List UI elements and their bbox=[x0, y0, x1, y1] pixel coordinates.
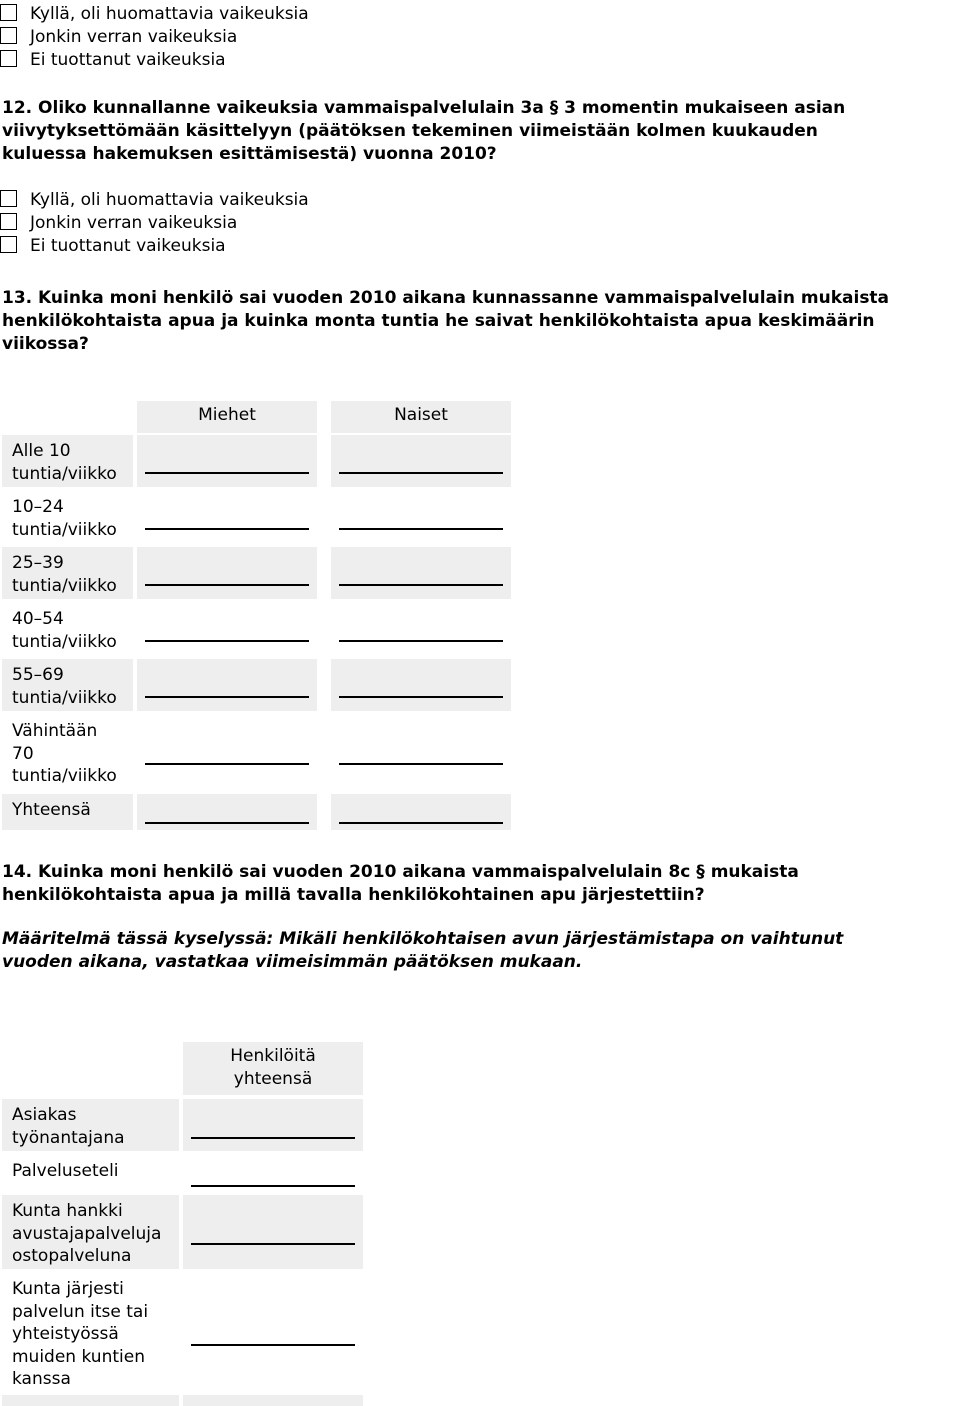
row-label-10-24 bbox=[2, 491, 133, 543]
input-cell-miehet[interactable] bbox=[137, 547, 317, 599]
row-label-next bbox=[2, 1395, 179, 1406]
option-label: Jonkin verran vaikeuksia bbox=[30, 27, 238, 47]
row-label-vahintaan-70 bbox=[2, 715, 133, 790]
row-label-text: Alle 10 bbox=[12, 441, 71, 461]
row-label-text: 55–69 bbox=[12, 665, 64, 685]
header-henkiloita-yhteensa bbox=[183, 1042, 363, 1095]
option-label: Ei tuottanut vaikeuksia bbox=[30, 236, 226, 256]
answer-line[interactable] bbox=[339, 528, 503, 530]
answer-line bbox=[145, 472, 309, 474]
answer-line[interactable] bbox=[191, 1344, 355, 1346]
row-label-text: yhteistyössä bbox=[12, 1324, 119, 1344]
option-label: Kyllä, oli huomattavia vaikeuksia bbox=[30, 4, 309, 24]
input-cell[interactable] bbox=[183, 1099, 363, 1151]
row-label-text: tuntia/viikko bbox=[12, 687, 117, 708]
input-cell-naiset[interactable] bbox=[331, 435, 511, 487]
row-label-palveluseteli bbox=[2, 1155, 179, 1191]
row-label-text: muiden kuntien bbox=[12, 1346, 145, 1367]
answer-line[interactable] bbox=[339, 763, 503, 765]
answer-line[interactable] bbox=[145, 640, 309, 642]
q12-option-2 bbox=[0, 212, 237, 235]
checkbox[interactable] bbox=[0, 27, 17, 44]
answer-line[interactable] bbox=[339, 640, 503, 642]
input-cell[interactable] bbox=[183, 1395, 363, 1406]
row-label-kunta-jarjesti bbox=[2, 1273, 179, 1391]
header-naiset: Naiset bbox=[331, 401, 511, 433]
answer-line bbox=[145, 696, 309, 698]
q11-option-3 bbox=[0, 49, 226, 72]
row-label-text: Vähintään bbox=[12, 721, 98, 741]
input-cell[interactable] bbox=[183, 1195, 363, 1269]
row-label-25-39 bbox=[2, 547, 133, 599]
header-miehet: Miehet bbox=[137, 401, 317, 433]
q12-option-3 bbox=[0, 235, 226, 258]
row-label-text: tuntia/viikko bbox=[12, 463, 117, 484]
row-label-yhteensa bbox=[2, 794, 133, 830]
q11-option-2 bbox=[0, 26, 237, 49]
row-label-text: palvelun itse tai bbox=[12, 1301, 149, 1322]
q12-option-1 bbox=[0, 189, 309, 212]
row-label-alle-10 bbox=[2, 435, 133, 487]
input-cell-naiset[interactable] bbox=[331, 794, 511, 830]
input-cell-miehet[interactable] bbox=[137, 794, 317, 830]
row-label-kunta-hankki bbox=[2, 1195, 179, 1269]
row-label-text: Yhteensä bbox=[12, 800, 91, 820]
header-text: yhteensä bbox=[233, 1069, 313, 1089]
row-label-text: kanssa bbox=[12, 1369, 71, 1389]
answer-line[interactable] bbox=[145, 528, 309, 530]
q12-line-1: 12. Oliko kunnallanne vaikeuksia vammaispalvelulain 3a § 3 momentin mukaiseen asian bbox=[2, 98, 846, 118]
row-label-text: 40–54 bbox=[12, 609, 64, 629]
q14-line-1: 14. Kuinka moni henkilö sai vuoden 2010 aikana vammaispalvelulain 8c § mukaista bbox=[2, 862, 799, 882]
row-label-text: 70 bbox=[12, 743, 34, 764]
checkbox[interactable] bbox=[0, 213, 17, 230]
checkbox[interactable] bbox=[0, 190, 17, 207]
answer-line bbox=[145, 584, 309, 586]
row-label-text: 25–39 bbox=[12, 553, 64, 573]
answer-line[interactable] bbox=[145, 763, 309, 765]
row-label-text: ostopalveluna bbox=[12, 1246, 132, 1266]
answer-line bbox=[339, 696, 503, 698]
row-label-text: Palveluseteli bbox=[12, 1161, 119, 1181]
input-cell-naiset[interactable] bbox=[331, 659, 511, 711]
input-cell-naiset[interactable] bbox=[331, 547, 511, 599]
row-label-text: avustajapalveluja bbox=[12, 1223, 162, 1244]
q13-line-2: henkilökohtaista apua ja kuinka monta tuntia he saivat henkilökohtaista apua keskimäärin bbox=[2, 311, 875, 331]
checkbox[interactable] bbox=[0, 50, 17, 67]
q13-line-3: viikossa? bbox=[2, 334, 89, 354]
row-label-text: tuntia/viikko bbox=[12, 631, 117, 652]
option-label: Ei tuottanut vaikeuksia bbox=[30, 50, 226, 70]
answer-line bbox=[191, 1243, 355, 1245]
row-label-text: Asiakas bbox=[12, 1105, 77, 1125]
q14-line-2: henkilökohtaista apua ja millä tavalla henkilökohtainen apu järjestettiin? bbox=[2, 885, 705, 905]
q12-line-3: kuluessa hakemuksen esittämisestä) vuonna 2010? bbox=[2, 144, 497, 164]
row-label-text: tuntia/viikko bbox=[12, 766, 117, 786]
answer-line bbox=[191, 1137, 355, 1139]
q11-option-1 bbox=[0, 3, 309, 26]
row-label-text: Kunta järjesti bbox=[12, 1279, 124, 1299]
row-label-text: työnantajana bbox=[12, 1127, 125, 1148]
row-label-55-69 bbox=[2, 659, 133, 711]
input-cell-miehet[interactable] bbox=[137, 435, 317, 487]
row-label-text: tuntia/viikko bbox=[12, 519, 117, 540]
answer-line bbox=[339, 472, 503, 474]
row-label-asiakas-tyonantajana bbox=[2, 1099, 179, 1151]
q12-line-2: viivytyksettömään käsittelyyn (päätöksen tekeminen viimeistään kolmen kuukauden bbox=[2, 121, 818, 141]
answer-line[interactable] bbox=[191, 1185, 355, 1187]
definition-line-2: vuoden aikana, vastatkaa viimeisimmän päätöksen mukaan. bbox=[2, 952, 583, 972]
row-label-text: Kunta hankki bbox=[12, 1201, 123, 1221]
option-label: Kyllä, oli huomattavia vaikeuksia bbox=[30, 190, 309, 210]
answer-line bbox=[145, 822, 309, 824]
row-label-40-54 bbox=[2, 603, 133, 655]
definition-line-1: Määritelmä tässä kyselyssä: Mikäli henkilökohtaisen avun järjestämistapa on vaihtunut bbox=[2, 929, 844, 949]
q13-line-1: 13. Kuinka moni henkilö sai vuoden 2010 aikana kunnassanne vammaispalvelulain mukaista bbox=[2, 288, 890, 308]
header-text: Henkilöitä bbox=[230, 1046, 316, 1066]
checkbox[interactable] bbox=[0, 4, 17, 21]
answer-line bbox=[339, 584, 503, 586]
checkbox[interactable] bbox=[0, 236, 17, 253]
option-label: Jonkin verran vaikeuksia bbox=[30, 213, 238, 233]
row-label-text: 10–24 bbox=[12, 497, 64, 517]
answer-line bbox=[339, 822, 503, 824]
input-cell-miehet[interactable] bbox=[137, 659, 317, 711]
row-label-text: tuntia/viikko bbox=[12, 575, 117, 596]
